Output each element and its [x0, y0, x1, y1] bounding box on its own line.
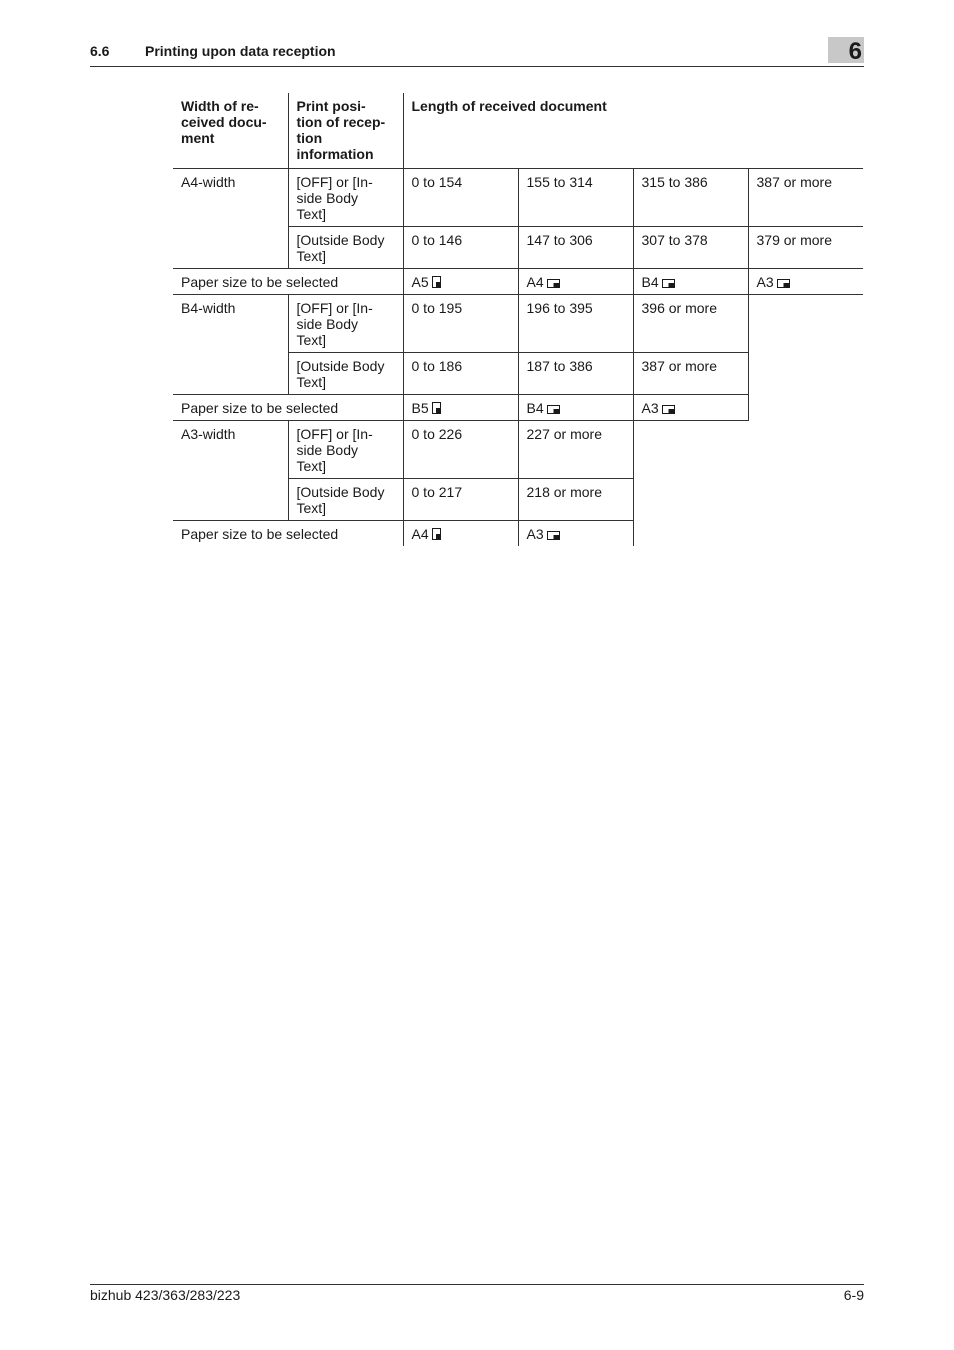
position-cell: [OFF] or [In- side Body Text] [288, 420, 403, 478]
length-cell: 396 or more [633, 294, 748, 352]
position-cell: [Outside Body Text] [288, 226, 403, 268]
page-footer [90, 1284, 864, 1303]
page-number: 6-9 [843, 1287, 864, 1303]
empty-cell [633, 520, 748, 546]
length-cell: 379 or more [748, 226, 863, 268]
length-cell: 0 to 217 [403, 478, 518, 520]
paper-size-name: B5 [411, 399, 429, 416]
paper-size-cell [403, 394, 518, 420]
header-width: Width of re- ceived docu- ment [173, 93, 288, 168]
paper-size-cell [403, 520, 518, 546]
position-cell: [OFF] or [In- side Body Text] [288, 168, 403, 226]
section-title: Printing upon data reception [145, 43, 336, 59]
position-cell: [OFF] or [In- side Body Text] [288, 294, 403, 352]
width-cell: A4-width [173, 168, 288, 268]
length-cell: 387 or more [633, 352, 748, 394]
paper-size-name: A3 [526, 525, 544, 542]
length-cell: 0 to 226 [403, 420, 518, 478]
paper-size-name: A5 [411, 273, 429, 290]
paper-size-cell [748, 268, 863, 294]
empty-cell [748, 420, 863, 478]
paper-size-cell [518, 520, 633, 546]
empty-cell [633, 420, 748, 478]
length-cell: 155 to 314 [518, 168, 633, 226]
landscape-orientation-icon [547, 531, 560, 540]
length-cell: 0 to 195 [403, 294, 518, 352]
length-cell: 196 to 395 [518, 294, 633, 352]
paper-size-table [173, 93, 863, 546]
model-name: bizhub 423/363/283/223 [90, 1287, 241, 1303]
page-header [90, 40, 864, 67]
paper-size-cell [518, 268, 633, 294]
paper-size-name: A4 [526, 273, 544, 290]
paper-size-row [173, 268, 863, 294]
landscape-orientation-icon [662, 405, 675, 414]
empty-cell [748, 352, 863, 394]
portrait-orientation-icon [432, 528, 441, 540]
table-body [173, 168, 863, 546]
paper-size-label: Paper size to be selected [173, 394, 403, 420]
paper-size-label: Paper size to be selected [173, 268, 403, 294]
width-cell: B4-width [173, 294, 288, 394]
position-cell: [Outside Body Text] [288, 478, 403, 520]
section-number: 6.6 [90, 43, 110, 59]
empty-cell [748, 394, 863, 420]
length-cell: 218 or more [518, 478, 633, 520]
empty-cell [633, 478, 748, 520]
paper-size-label: Paper size to be selected [173, 520, 403, 546]
length-cell: 307 to 378 [633, 226, 748, 268]
length-cell: 0 to 146 [403, 226, 518, 268]
length-cell: 0 to 154 [403, 168, 518, 226]
paper-size-cell [403, 268, 518, 294]
chapter-badge: 6 [828, 37, 864, 63]
length-cell: 227 or more [518, 420, 633, 478]
paper-size-row [173, 520, 863, 546]
paper-size-cell [633, 394, 748, 420]
table-row [173, 168, 863, 226]
table-row [173, 294, 863, 352]
portrait-orientation-icon [432, 402, 441, 414]
empty-cell [748, 520, 863, 546]
landscape-orientation-icon [547, 405, 560, 414]
length-cell: 315 to 386 [633, 168, 748, 226]
landscape-orientation-icon [662, 279, 675, 288]
paper-size-cell [518, 394, 633, 420]
header-position: Print posi- tion of recep- tion information [288, 93, 403, 168]
landscape-orientation-icon [777, 279, 790, 288]
table-header-row [173, 93, 863, 168]
paper-size-row [173, 394, 863, 420]
paper-size-name: B4 [641, 273, 659, 290]
header-length: Length of received document [403, 93, 863, 168]
paper-size-cell [633, 268, 748, 294]
landscape-orientation-icon [547, 279, 560, 288]
paper-size-name: B4 [526, 399, 544, 416]
length-cell: 187 to 386 [518, 352, 633, 394]
width-cell: A3-width [173, 420, 288, 520]
empty-cell [748, 294, 863, 352]
table-row [173, 420, 863, 478]
paper-size-name: A3 [756, 273, 774, 290]
paper-size-name: A3 [641, 399, 659, 416]
empty-cell [748, 478, 863, 520]
length-cell: 387 or more [748, 168, 863, 226]
length-cell: 147 to 306 [518, 226, 633, 268]
position-cell: [Outside Body Text] [288, 352, 403, 394]
length-cell: 0 to 186 [403, 352, 518, 394]
paper-size-name: A4 [411, 525, 429, 542]
portrait-orientation-icon [432, 276, 441, 288]
